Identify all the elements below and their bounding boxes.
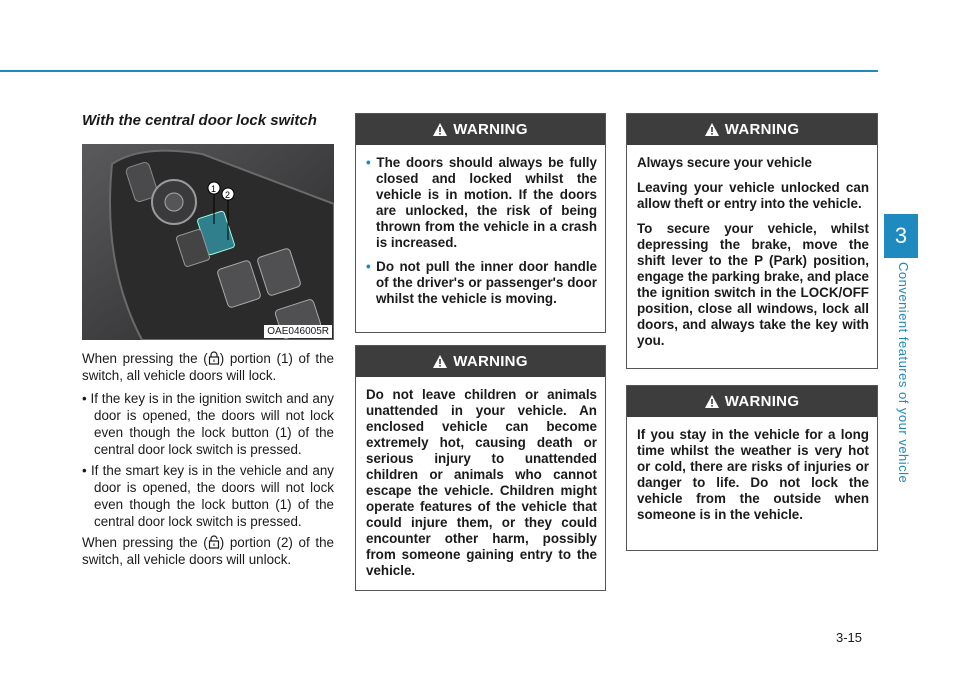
- lock-icon: [208, 351, 220, 365]
- warning-title: WARNING: [453, 121, 528, 138]
- list-item: • If the key is in the ignition switch and any door is opened, the doors will not lock even though the lock button (1) of the central door lock switch is pressed.: [82, 391, 334, 457]
- warning-header: [356, 114, 605, 145]
- warning-text: To secure your vehicle, whilst depressing the brake, move the shift lever to the P (Park) position, engage the parking brake, and place the ignition switch in the LOCK/OFF position, close all windows, lock all doors, and always take the key with you.: [637, 221, 869, 348]
- warning-body: [627, 417, 877, 540]
- svg-text:1: 1: [211, 184, 217, 194]
- warning-text: Leaving your vehicle unlocked can allow theft or entry into the vehicle.: [637, 180, 869, 211]
- list-item: • Do not pull the inner door handle of the driver's or passenger's door whilst the vehicle is moving.: [366, 259, 597, 306]
- warning-triangle-icon: [705, 123, 719, 136]
- warning-body: [627, 145, 877, 366]
- unlock-paragraph-pre: When pressing the (: [82, 535, 208, 550]
- header-rule: [0, 70, 878, 72]
- warning-box-temperature: [626, 385, 878, 551]
- warning-header: [356, 346, 605, 377]
- warning-text: If you stay in the vehicle for a long time whilst the weather is very hot or cold, there are risks of injuries or danger to life. Do not lock the vehicle from the outside when someone is in the vehicle.: [637, 427, 869, 522]
- warning-subheading: Always secure your vehicle: [637, 155, 812, 170]
- warning-box-secure-vehicle: [626, 113, 878, 369]
- lock-notes-list: [82, 390, 334, 530]
- unlock-icon: [208, 535, 220, 549]
- photo-caption: OAE046005R: [264, 325, 332, 338]
- warning-box-children: [355, 345, 606, 591]
- warning-box-door-closed: [355, 113, 606, 333]
- list-item: • The doors should always be fully closed and locked whilst the vehicle is in motion. If the doors are unlocked, the risk of being thrown from the vehicle in a crash is increased.: [366, 155, 597, 250]
- warning-title: WARNING: [724, 393, 800, 410]
- chapter-tab: 3: [884, 214, 918, 258]
- warning-body: [356, 145, 605, 323]
- door-panel-illustration: [82, 144, 334, 340]
- svg-text:2: 2: [225, 190, 231, 200]
- page-number: 3-15: [836, 630, 863, 645]
- unlock-paragraph: [82, 534, 334, 568]
- unlock-paragraph-post: ) portion (2) of the switch, all vehicle doors will unlock.: [82, 535, 334, 567]
- warning-text: Do not leave children or animals unattended in your vehicle. An enclosed vehicle can become extremely hot, causing death or serious injury to unattended children or animals who cannot escape the vehicle. Children might operate features of the vehicle that could injure them, or they could encounter other harm, possibly from someone gaining entry to the vehicle.: [366, 387, 597, 578]
- warning-title: WARNING: [724, 121, 800, 138]
- warning-triangle-icon: [705, 395, 719, 408]
- door-switch-photo: [82, 144, 334, 340]
- section-title: With the central door lock switch: [82, 112, 317, 129]
- warning-header: [627, 114, 877, 145]
- warning-header: [627, 386, 877, 417]
- lock-paragraph: [82, 350, 334, 384]
- chapter-title: Convenient features of your vehicle: [896, 262, 911, 484]
- left-column: [82, 112, 334, 568]
- warning-triangle-icon: [433, 355, 447, 368]
- warning-title: WARNING: [453, 353, 528, 370]
- lock-paragraph-pre: When pressing the (: [82, 351, 208, 366]
- warning-body: [356, 377, 605, 596]
- list-item: • If the smart key is in the vehicle and any door is opened, the doors will not lock even though the lock button (1) of the central door lock switch is pressed.: [82, 463, 334, 529]
- lock-paragraph-post: ) portion (1) of the switch, all vehicle doors will lock.: [82, 351, 334, 383]
- warning-triangle-icon: [433, 123, 447, 136]
